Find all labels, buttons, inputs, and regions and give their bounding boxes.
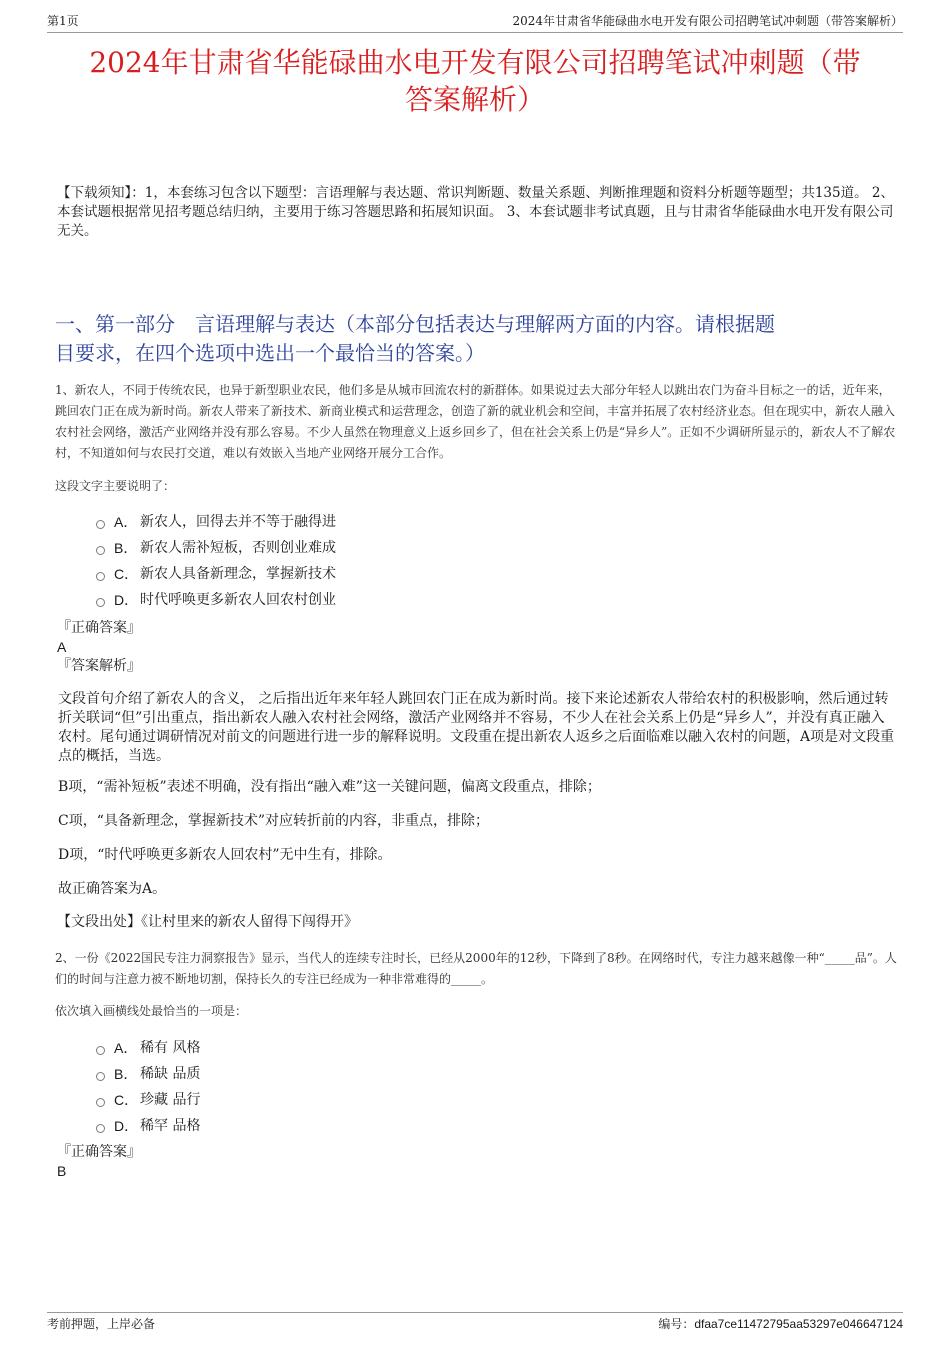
question-1-options [96, 509, 336, 613]
question-2-answer: B [57, 1163, 67, 1179]
option-letter: C． [114, 1092, 139, 1108]
page-footer [47, 1312, 903, 1335]
question-1-text: 1、新农人，不同于传统农民，也异于新型职业农民，他们多是从城市回流农村的新群体。如果说过去大部分年轻人以跳出农门为奋斗目标之一的话，近年来，跳回农门正在成为新时尚。新农人带来了新技术、新商业模式和运营理念，创造了新的就业机会和空间，丰富并拓展了农村经济业态。但在现实中，新农人融入农村社会网络，激活产业网络并没有那么容易。不少人虽然在物理意义上返乡回乡了，但在社会关系上仍是“异乡人”。正如不少调研所显示的，新农人不了解农村，不知道如何与农民打交道，难以有效嵌入当地产业网络开展分工合作。 [55, 383, 896, 460]
section-heading-line-2: 目要求，在四个选项中选出一个最恰当的答案。） [55, 341, 485, 365]
radio-icon[interactable] [96, 572, 105, 581]
radio-icon[interactable] [96, 1046, 105, 1055]
option-a[interactable] [96, 1035, 200, 1061]
footer-slogan: 考前押题，上岸必备 [47, 1317, 156, 1331]
question-1-answer-label: 『正确答案』 [57, 620, 141, 636]
question-2-text: 2、一份《2022国民专注力洞察报告》显示，当代人的连续专注时长，已经从2000年的12秒，下降到了8秒。在网络时代，专注力越来越像一种“_____品”。人们的时间与注意力被不断地切割，保持长久的专注已经成为一种非常难得的_____。 [55, 951, 897, 986]
radio-icon[interactable] [96, 520, 105, 529]
footer-code [658, 1313, 903, 1335]
document-title [47, 44, 903, 118]
option-d[interactable] [96, 587, 336, 613]
question-1-prompt: 这段文字主要说明了： [55, 479, 176, 493]
question-2-answer-label: 『正确答案』 [57, 1144, 141, 1160]
option-letter: A． [114, 1040, 138, 1056]
radio-icon[interactable] [96, 1124, 105, 1133]
question-1-analysis-label: 『答案解析』 [57, 658, 141, 674]
option-text: 新农人具备新理念，掌握新技术 [140, 566, 336, 582]
question-2-options [96, 1035, 200, 1139]
question-1-source: 【文段出处】《让村里来的新农人留得下闯得开》 [57, 914, 358, 930]
option-text: 稀罕 品格 [140, 1118, 201, 1134]
option-letter: B． [114, 1066, 138, 1082]
download-notice: 【下载须知】：1，本套练习包含以下题型：言语理解与表达题、常识判断题、数量关系题、判断推理题和资料分析题等题型；共135道。 2、本套试题根据常见招考题总结归纳，主要用于练习答题思路和拓展知识面。 3、本套试题非考试真题，且与甘肃省华能碌曲水电开发有限公司无关。 [57, 185, 894, 239]
option-text: 时代呼唤更多新农人回农村创业 [140, 592, 336, 608]
option-letter: A． [114, 514, 138, 530]
page-number: 第1页 [47, 14, 79, 28]
question-1-analysis-b: B项，“需补短板”表述不明确，没有指出“融入难”这一关键问题，偏离文段重点，排除； [58, 779, 601, 795]
option-b[interactable] [96, 1061, 200, 1087]
section-heading [55, 310, 905, 368]
question-2-prompt: 依次填入画横线处最恰当的一项是： [55, 1004, 248, 1018]
option-text: 稀有 风格 [140, 1040, 201, 1056]
option-d[interactable] [96, 1113, 200, 1139]
question-1-analysis-c: C项，“具备新理念，掌握新技术”对应转折前的内容，非重点，排除； [58, 813, 490, 829]
footer-code-label: 编号： [658, 1317, 695, 1331]
footer-code-value: dfaa7ce11472795aa53297e046647124 [694, 1317, 903, 1331]
header-doc-title: 2024年甘肃省华能碌曲水电开发有限公司招聘笔试冲刺题（带答案解析） [512, 14, 903, 28]
option-letter: B． [114, 540, 138, 556]
question-1-analysis-d: D项，“时代呼唤更多新农人回农村”无中生有，排除。 [58, 847, 392, 863]
option-c[interactable] [96, 1087, 200, 1113]
radio-icon[interactable] [96, 546, 105, 555]
radio-icon[interactable] [96, 1098, 105, 1107]
document-title-line-2: 答案解析） [404, 83, 545, 116]
option-text: 珍藏 品行 [140, 1092, 201, 1108]
option-letter: C． [114, 566, 139, 582]
question-1-conclusion: 故正确答案为A。 [58, 881, 167, 897]
option-letter: D． [114, 592, 139, 608]
radio-icon[interactable] [96, 1072, 105, 1081]
radio-icon[interactable] [96, 598, 105, 607]
page-header [47, 10, 903, 33]
question-1-answer: A [57, 639, 67, 655]
option-letter: D． [114, 1118, 139, 1134]
option-text: 稀缺 品质 [140, 1066, 201, 1082]
option-c[interactable] [96, 561, 336, 587]
section-heading-line-1: 一、第一部分 言语理解与表达（本部分包括表达与理解两方面的内容。请根据题 [55, 312, 775, 336]
option-b[interactable] [96, 535, 336, 561]
option-text: 新农人，回得去并不等于融得进 [140, 514, 336, 530]
option-a[interactable] [96, 509, 336, 535]
question-1-analysis-paragraph: 文段首句介绍了新农人的含义， 之后指出近年来年轻人跳回农门正在成为新时尚。接下来论述新农人带给农村的积极影响，然后通过转折关联词“但”引出重点，指出新农人融入农村社会网络，激活产业网络并不容易，不少人在社会关系上仍是“异乡人”，并没有真正融入农村。尾句通过调研情况对前文的问题进行进一步的解释说明。文段重在提出新农人返乡之后面临难以融入农村的问题，A项是对文段重点的概括，当选。 [58, 691, 895, 764]
option-text: 新农人需补短板，否则创业难成 [140, 540, 336, 556]
document-title-line-1: 2024年甘肃省华能碌曲水电开发有限公司招聘笔试冲刺题（带 [89, 46, 861, 79]
